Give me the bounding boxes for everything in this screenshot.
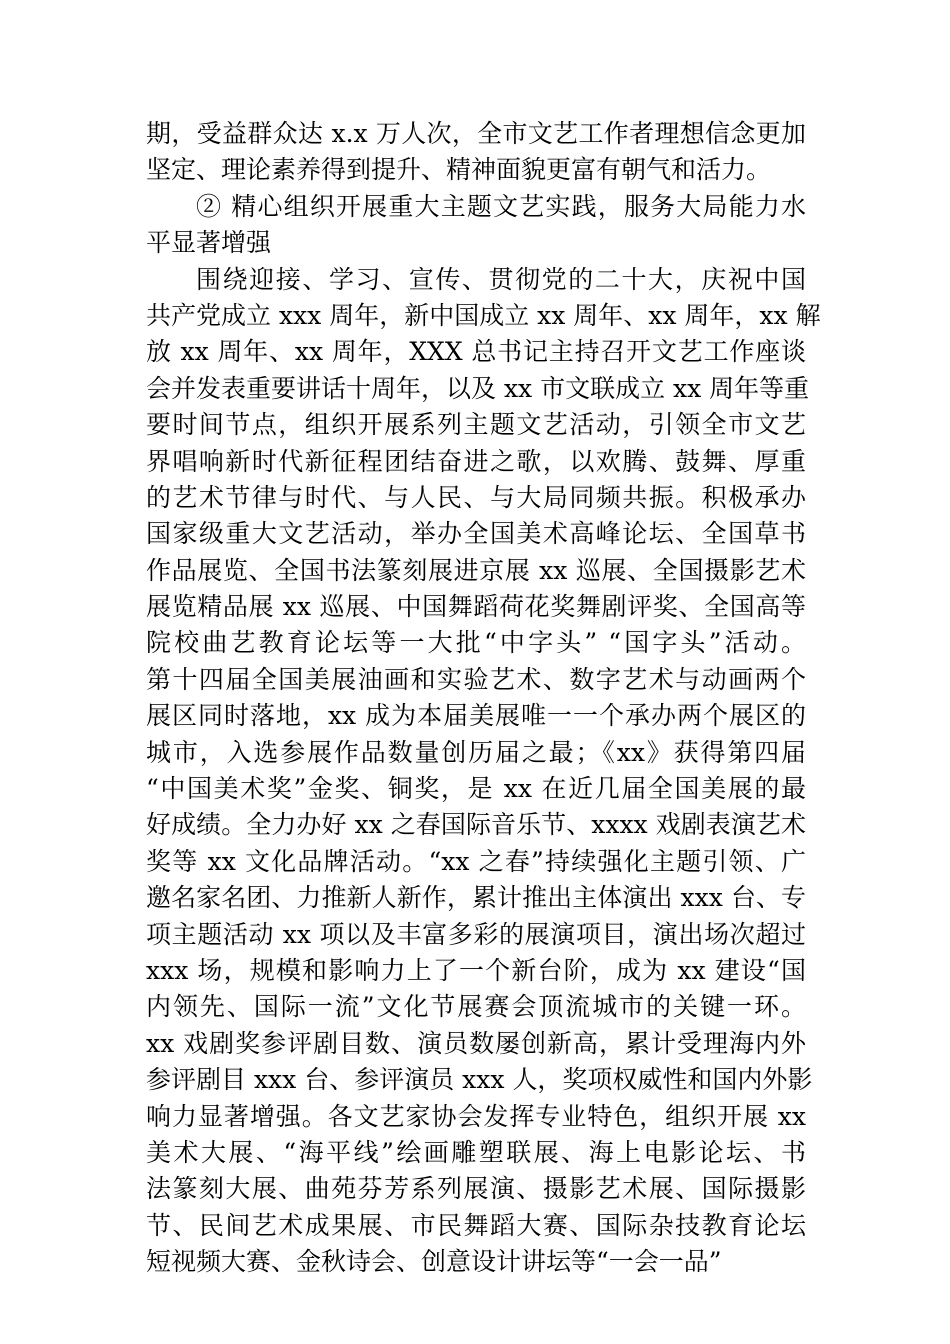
paragraph-2 (146, 262, 821, 1281)
text-line: 的艺术节律与时代、与人民、与大局同频共振。积极承办 (146, 482, 806, 512)
text-line: 国家级重大文艺活动，举办全国美术高峰论坛、全国草书 (146, 519, 806, 549)
text-line: 节、民间艺术成果展、市民舞蹈大赛、国际杂技教育论坛 (146, 1210, 806, 1240)
text-line: 邀名家名团、力推新人新作，累计推出主体演出 xxx 台、专 (146, 883, 806, 913)
text-line: 奖等 xx 文化品牌活动。“xx 之春”持续强化主题引领、广 (146, 846, 806, 876)
document-body (146, 116, 821, 1281)
heading-line: 平显著增强 (146, 228, 272, 258)
text-line: 会并发表重要讲话十周年，以及 xx 市文联成立 xx 周年等重 (146, 373, 810, 403)
text-line: xx 戏剧奖参评剧目数、演员数屡创新高，累计受理海内外 (146, 1028, 806, 1058)
text-line: 美术大展、“海平线”绘画雕塑联展、海上电影论坛、书 (146, 1137, 806, 1167)
heading-line: ② 精心组织开展重大主题文艺实践，服务大局能力水 (196, 191, 806, 221)
text-line: 项主题活动 xx 项以及丰富多彩的展演项目，演出场次超过 (146, 919, 806, 949)
text-line: 短视频大赛、金秋诗会、创意设计讲坛等“一会一品” (146, 1247, 722, 1277)
text-line: xxx 场，规模和影响力上了一个新台阶，成为 xx 建设“国 (146, 955, 806, 985)
text-line: 城市，入选参展作品数量创历届之最；《xx》获得第四届 (146, 737, 806, 767)
section-heading (146, 189, 806, 262)
text-line: 参评剧目 xxx 台、参评演员 xxx 人，奖项权威性和国内外影 (146, 1065, 813, 1095)
text-line: 院校曲艺教育论坛等一大批“中字头” “国字头”活动。 (146, 628, 806, 658)
text-line: 好成绩。全力办好 xx 之春国际音乐节、xxxx 戏剧表演艺术 (146, 810, 806, 840)
text-line: 期，受益群众达 x.x 万人次，全市文艺工作者理想信念更加 (146, 119, 806, 148)
text-line: “中国美术奖”金奖、铜奖，是 xx 在近几届全国美展的最 (146, 774, 806, 804)
text-line: 响力显著增强。各文艺家协会发挥专业特色，组织开展 xx (146, 1101, 806, 1131)
text-line: 法篆刻大展、曲苑芬芳系列展演、摄影艺术展、国际摄影 (146, 1174, 806, 1204)
text-line: 围绕迎接、学习、宣传、贯彻党的二十大，庆祝中国 (196, 264, 806, 294)
text-line: 展览精品展 xx 巡展、中国舞蹈荷花奖舞剧评奖、全国高等 (146, 592, 806, 622)
text-line: 坚定、理论素养得到提升、精神面貌更富有朝气和活力。 (146, 155, 772, 185)
text-line: 共产党成立 xxx 周年，新中国成立 xx 周年、xx 周年，xx 解 (146, 300, 821, 330)
text-line: 放 xx 周年、xx 周年，XXX 总书记主持召开文艺工作座谈 (146, 337, 806, 367)
text-line: 展区同时落地，xx 成为本届美展唯一一个承办两个展区的 (146, 701, 806, 731)
text-line: 界唱响新时代新征程团结奋进之歌，以欢腾、鼓舞、厚重 (146, 446, 806, 476)
text-line: 要时间节点，组织开展系列主题文艺活动，引领全市文艺 (146, 410, 806, 440)
text-line: 作品展览、全国书法篆刻展进京展 xx 巡展、全国摄影艺术 (146, 555, 806, 585)
text-line: 第十四届全国美展油画和实验艺术、数字艺术与动画两个 (146, 664, 806, 694)
text-line: 内领先、国际一流”文化节展赛会顶流城市的关键一环。 (146, 992, 806, 1022)
paragraph-1 (146, 116, 806, 189)
